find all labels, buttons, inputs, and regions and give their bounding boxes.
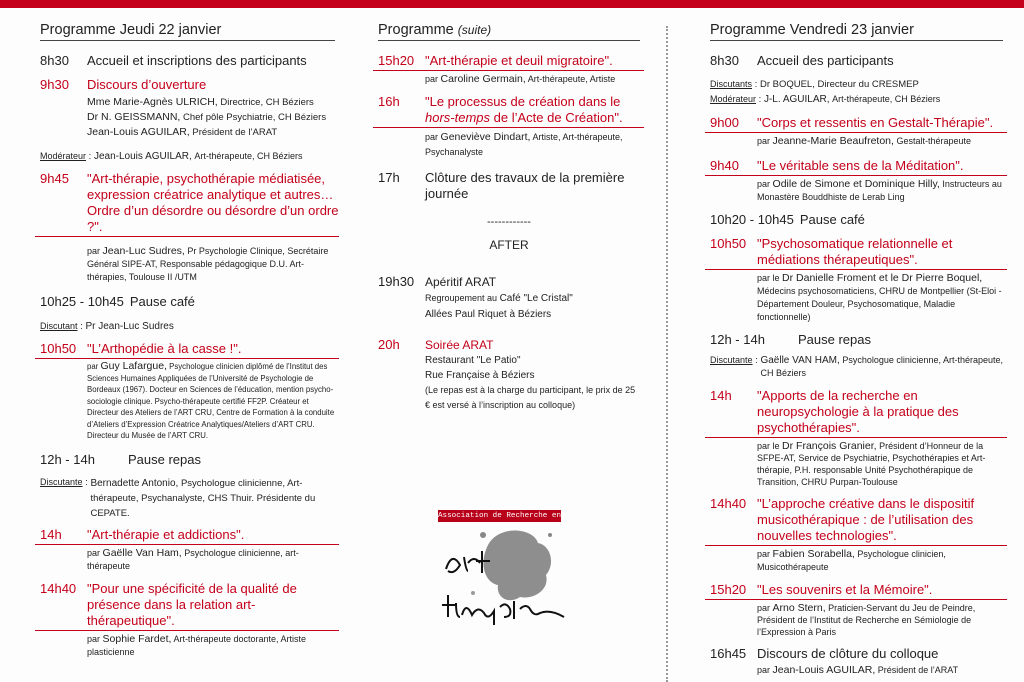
session-title: "Corps et ressentis en Gestalt-Thérapie". xyxy=(757,115,994,130)
role: Psychologue clinicienne, Art-thérapeute, Psychanalyste, CHS Thuir. Présidente du CEPATE. xyxy=(90,477,316,519)
session-title: "Art-thérapie, psychothérapie médiatisée, expression créatrice analytique et autres… Ordre d’un désordre ou désordre d’un ordre ?". xyxy=(87,171,339,234)
speaker-info: par Guy Lafargue, Psychologue clinicien diplômé de l’Institut des Sciences Humaines Appliquées de l’Université de Psychologie de Bordeaux (1967). Docteur en Sciences de l’éducation, mention psycho-sociologie clinique. Psycho-thérapeute certifié FF2P. Créateur et Directeur des Ateliers de l’ART CRU, Centre de Formation à la conduite d’Ateliers d’Expression Créatrice Analytiques/Ateliers d’ART CRU. Directeur du Musée de l’ART CRU. xyxy=(87,360,335,440)
name: Pr Jean-Luc Sudres xyxy=(85,321,174,332)
time: 14h40 xyxy=(710,496,747,511)
time: 14h xyxy=(40,526,62,542)
time: 14h40 xyxy=(40,580,77,596)
after-heading: AFTER xyxy=(489,238,529,252)
role: Chef pôle Psychiatrie, CH Béziers xyxy=(182,112,327,123)
session-title: "Psychosomatique relationnelle et médiations thérapeutiques". xyxy=(757,236,953,267)
title-suffix: (suite) xyxy=(457,23,492,37)
discussants: Discutants : Dr BOQUEL, Directeur du CRESMEP xyxy=(710,79,919,90)
time: 20h xyxy=(378,337,400,352)
session-title: Soirée ARAT xyxy=(425,338,494,352)
description: Artiste, Art-thérapeute, Psychanalyste xyxy=(425,132,623,157)
speaker: Gaëlle Van Ham, xyxy=(102,546,182,559)
time: 9h45 xyxy=(40,171,69,186)
speaker: Dr François Granier, xyxy=(782,440,877,452)
label: Discutante xyxy=(710,355,753,365)
session-1050 xyxy=(705,236,1007,270)
description: Psychologue clinicien diplômé de l’Institut des Sciences Humaines Appliquées de l’Université de Psychologie de Bordeaux (1967). Docteur en Sciences de l’éducation, mention psycho-sociologie clinique. Psycho-thérapeute certifié FF2P. Créateur et Directeur des Ateliers de l’ART CRU, Centre de Formation à la conduite d’Ateliers d’Expression Créatrice Analytiques/Ateliers d’ART CRU. Directeur du Musée de l’ART CRU. xyxy=(87,362,335,440)
time: 10h50 xyxy=(710,236,747,251)
time: 8h30 xyxy=(710,53,739,68)
speaker: Odile de Simone et Dominique Hilly, xyxy=(772,178,940,190)
session-0830 xyxy=(710,53,1003,69)
description: Pr Psychologie Clinique, Secrétaire Général SIPE-AT, Responsable pédagogique D.U. Art-thérapies, Toulouse II /UTM xyxy=(87,246,329,282)
time: 16h xyxy=(378,94,400,109)
session-coffee xyxy=(40,294,335,310)
time: 12h - 14h xyxy=(710,332,765,347)
speaker-info: par Gaëlle Van Ham, Psychologue clinicienne, art-thérapeute xyxy=(87,546,299,571)
session-title: "Le véritable sens de la Méditation". xyxy=(757,158,964,173)
name: J-L. AGUILAR, xyxy=(763,94,830,105)
label: Discutante xyxy=(40,476,83,487)
section-title-suite xyxy=(378,22,640,41)
session-0930 xyxy=(40,77,335,93)
description: Gestalt-thérapeute xyxy=(896,136,971,146)
speaker: Jean-Louis AGUILAR, xyxy=(772,664,876,676)
time: 10h50 xyxy=(40,341,77,356)
section-title-day2: Programme Vendredi 23 janvier xyxy=(710,22,1003,41)
speaker: Mme Marie-Agnès ULRICH, xyxy=(87,96,218,108)
session-1440 xyxy=(705,496,1007,546)
speaker: Jeanne-Marie Beaufreton, xyxy=(772,135,894,147)
session-1400 xyxy=(35,527,339,545)
session-title: Pause café xyxy=(799,212,865,227)
column-day1 xyxy=(40,22,339,659)
discussant: Discutante : Gaëlle VAN HAM, Psychologue clinicienne, Art-thérapeute, CH Béziers xyxy=(710,355,1003,378)
description: Médecins psychosomaticiens, CHRU de Montpellier (St-Eloi - Département Douleur, Psychosomatique, Maladie fonctionnelle) xyxy=(757,286,1002,322)
time: 8h30 xyxy=(40,53,69,68)
time: 9h30 xyxy=(40,77,69,92)
speaker: Dr N. GEISSMANN, xyxy=(87,111,181,123)
role: Art-thérapeute, CH Béziers xyxy=(832,94,941,104)
session-title: "Pour une spécificité de la qualité de présence dans la relation art-thérapeutique". xyxy=(87,580,297,628)
description: Instructeurs au Monastère Bouddhiste de Lerab Ling xyxy=(757,179,1002,202)
speaker: Dr Danielle Froment et le Dr Pierre Boquel, xyxy=(782,272,983,284)
time: 15h20 xyxy=(710,582,747,597)
time: 17h xyxy=(378,170,400,185)
time: 12h - 14h xyxy=(40,451,95,467)
session-1600 xyxy=(373,94,644,128)
session-1700 xyxy=(378,170,640,202)
discussant: Discutant : Pr Jean-Luc Sudres xyxy=(40,321,174,332)
description: Praticien-Servant du Jeu de Peindre, Président de l’Institut de Recherche en Sémiologie de l’Expression à Paris xyxy=(757,603,976,637)
session-title: "Art-thérapie et deuil migratoire". xyxy=(425,53,613,68)
session-title: Pause repas xyxy=(128,451,201,467)
session-0830 xyxy=(40,53,335,69)
speaker: Jean-Luc Sudres, xyxy=(102,245,185,257)
ink-splash-icon xyxy=(438,505,568,630)
speaker-info: par Sophie Fardet, Art-thérapeute doctorante, Artiste plasticienne xyxy=(87,632,307,657)
label: Modérateur xyxy=(40,151,87,161)
speakers xyxy=(87,95,335,140)
speaker: Arno Stern, xyxy=(772,602,826,614)
session-title: Pause repas xyxy=(798,332,871,347)
name: Dr BOQUEL, Directeur du CRESMEP xyxy=(759,79,919,90)
session-title: Pause café xyxy=(129,294,195,309)
session-title: "L’Arthopédie à la casse !". xyxy=(87,341,242,356)
session-1050 xyxy=(35,341,339,359)
time: 16h45 xyxy=(710,646,747,661)
description: Psychologue clinicien, Musicothérapeute xyxy=(757,549,946,572)
session-0900 xyxy=(705,115,1007,133)
time: 14h xyxy=(710,388,732,403)
arat-logo xyxy=(438,505,568,630)
location: Restaurant "Le Patio" Rue Française à Béziers (Le repas est à la charge du participant, le prix de 25 € est versé à l’inscription au colloque) xyxy=(425,353,640,413)
top-red-bar xyxy=(0,0,1024,8)
session-title: Accueil des participants xyxy=(757,53,894,68)
description: Art-thérapeute doctorante, Artiste plasticienne xyxy=(87,633,307,657)
speaker-info: par Jeanne-Marie Beaufreton, Gestalt-thérapeute xyxy=(757,135,971,147)
speaker: Guy Lafargue, xyxy=(100,360,167,372)
separator: ------------ xyxy=(487,216,531,228)
speaker: Caroline Germain, xyxy=(440,73,526,85)
section-title-day1: Programme Jeudi 22 janvier xyxy=(40,22,335,41)
session-title: "Apports de la recherche en neuropsychologie à la pratique des psychothérapies". xyxy=(757,388,959,435)
moderator: Modérateur : J-L. AGUILAR, Art-thérapeute, CH Béziers xyxy=(710,94,941,105)
time: 15h20 xyxy=(378,53,415,68)
name: Jean-Louis AGUILAR, xyxy=(93,151,192,162)
role: Président de l’ARAT xyxy=(192,127,278,138)
speaker-info: par Jean-Luc Sudres, Pr Psychologie Clinique, Secrétaire Général SIPE-AT, Responsable pédagogique D.U. Art-thérapies, Toulouse II /UTM xyxy=(87,245,329,282)
description: Président d’Honneur de la SFPE-AT, Service de Psychiatrie, Psychothérapies et Art-thérapie, P.H. responsable Unité Psychothérapique de Transition, CHRU Purpan-Toulouse xyxy=(757,441,986,487)
speaker: Fabien Sorabella, xyxy=(772,548,855,560)
logo-band: Association de Recherche en xyxy=(438,512,562,520)
speaker: Sophie Fardet, xyxy=(102,632,172,645)
session-1645 xyxy=(710,646,1003,662)
session-2000 xyxy=(378,337,640,353)
session-1400 xyxy=(705,388,1007,438)
time: 10h20 - 10h45 xyxy=(710,212,794,227)
time: 9h40 xyxy=(710,158,739,173)
label: Discutant xyxy=(40,321,78,331)
speaker-info: par Jean-Louis AGUILAR, Président de l’ARAT xyxy=(757,664,959,676)
role: Art-thérapeute, CH Béziers xyxy=(194,151,303,161)
speaker-info: par Fabien Sorabella, Psychologue clinicien, Musicothérapeute xyxy=(757,548,946,572)
speaker-info: par Arno Stern, Praticien-Servant du Jeu de Peindre, Président de l’Institut de Recherche en Sémiologie de l’Expression à Paris xyxy=(757,602,976,637)
time: 19h30 xyxy=(378,274,415,289)
session-lunch xyxy=(710,332,1003,348)
session-title: "Le processus de création dans le hors-temps de l’Acte de Création". xyxy=(425,94,623,125)
location: Regroupement au Café "Le Cristal" Allées Paul Riquet à Béziers xyxy=(425,293,573,320)
session-title: "Les souvenirs et la Mémoire". xyxy=(757,582,933,597)
session-lunch xyxy=(40,452,335,468)
price-note: (Le repas est à la charge du participant, le prix de 25 € est versé à l’inscription au colloque) xyxy=(425,385,636,410)
label: Discutants xyxy=(710,79,753,89)
label: Modérateur xyxy=(710,94,757,104)
speaker: Jean-Louis AGUILAR, xyxy=(87,126,190,138)
session-title: "L’approche créative dans le dispositif musicothérapique : de l’utilisation des nouvelles technologies". xyxy=(757,496,975,543)
session-1930 xyxy=(378,274,640,290)
title-text: Programme xyxy=(378,22,454,38)
name: Bernadette Antonio, xyxy=(90,477,179,489)
session-1440 xyxy=(35,581,339,631)
session-0945 xyxy=(35,171,339,237)
speaker-info: par Caroline Germain, Art-thérapeute, Artiste xyxy=(425,73,616,85)
session-title: Discours d’ouverture xyxy=(87,77,207,92)
speaker-info: par le Dr François Granier, Président d’Honneur de la SFPE-AT, Service de Psychiatrie, Psychothérapies et Art-thérapie, P.H. responsable Unité Psychothérapique de Transition, CHRU Purpan-Toulouse xyxy=(757,440,986,487)
description: Président de l’ARAT xyxy=(877,665,959,675)
session-title: Clôture des travaux de la première journée xyxy=(425,170,625,201)
description: Art-thérapeute, Artiste xyxy=(527,74,616,84)
session-title: Apéritif ARAT xyxy=(425,275,497,289)
time: 9h00 xyxy=(710,115,739,130)
description: Psychologue clinicienne, art-thérapeute xyxy=(87,547,299,571)
name: Gaëlle VAN HAM, xyxy=(760,355,840,366)
role: Psychologue clinicienne, Art-thérapeute, CH Béziers xyxy=(760,355,1003,378)
speaker-info: par le Dr Danielle Froment et le Dr Pierre Boquel, Médecins psychosomaticiens, CHRU de Montpellier (St-Eloi - Département Douleur, Psychosomatique, Maladie fonctionnelle) xyxy=(757,272,1002,322)
session-1520 xyxy=(373,53,644,71)
speaker-info: par Geneviève Dindart, Artiste, Art-thérapeute, Psychanalyste xyxy=(425,131,623,157)
session-coffee xyxy=(710,212,1003,228)
time: 10h25 - 10h45 xyxy=(40,294,124,309)
session-title: "Art-thérapie et addictions". xyxy=(87,526,245,542)
column-day1-continued xyxy=(378,22,640,413)
session-title: Discours de clôture du colloque xyxy=(757,646,939,661)
session-1520 xyxy=(705,582,1007,600)
column-day2 xyxy=(710,22,1003,677)
session-0940 xyxy=(705,158,1007,176)
discussant: Discutante : Bernadette Antonio, Psychologue clinicienne, Art-thérapeute, Psychanalyste, CHS Thuir. Présidente du CEPATE. xyxy=(40,476,316,519)
session-title: Accueil et inscriptions des participants xyxy=(87,53,307,68)
column-divider xyxy=(666,26,668,682)
moderator: Modérateur : Jean-Louis AGUILAR, Art-thérapeute, CH Béziers xyxy=(40,151,303,162)
role: Directrice, CH Béziers xyxy=(220,97,314,108)
speaker-info: par Odile de Simone et Dominique Hilly, Instructeurs au Monastère Bouddhiste de Lerab Ling xyxy=(757,178,1002,202)
speaker: Geneviève Dindart, xyxy=(440,131,531,143)
